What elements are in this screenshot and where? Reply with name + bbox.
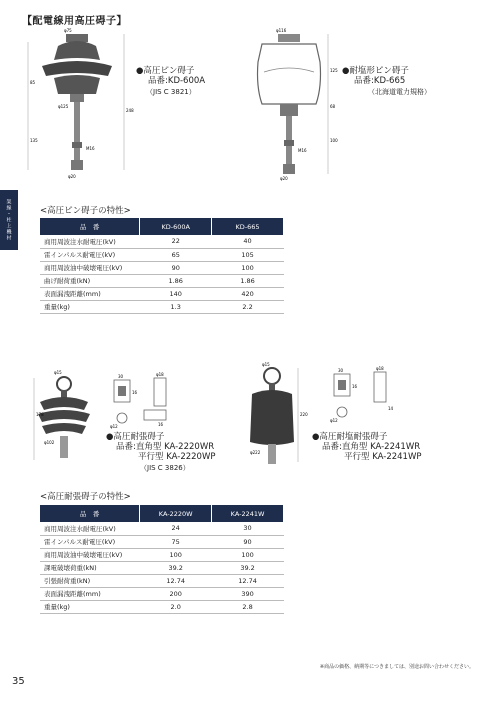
- table-row: [40, 522, 284, 535]
- column-header: KA-2241W: [212, 505, 284, 522]
- dim-label: φ12: [330, 418, 338, 423]
- dim-label: 220: [300, 412, 308, 417]
- dim-label: 30: [338, 368, 344, 373]
- dim-label: 68: [330, 104, 336, 109]
- row-label: 引張耐荷重(kN): [40, 574, 140, 587]
- dim-label: 248: [126, 108, 134, 113]
- table-cell: 24: [140, 522, 212, 535]
- dim-label: φ15: [262, 362, 270, 367]
- dim-label: φ125: [58, 104, 69, 109]
- product-name: ●耐塩形ピン碍子: [342, 66, 409, 76]
- product-name: ●高圧耐塩耐張碍子: [312, 432, 388, 442]
- table-cell: 39.2: [212, 561, 284, 574]
- product-note: （JIS C 3826）: [140, 464, 190, 472]
- dim-label: φ75: [64, 28, 72, 33]
- column-header: KD-600A: [140, 218, 212, 235]
- dim-label: φ20: [280, 176, 288, 181]
- row-label: 重量(kg): [40, 600, 140, 613]
- table-row: [40, 274, 284, 287]
- product-model: 品番:直角型 KA-2241WR: [322, 442, 421, 452]
- table-cell: 2.0: [140, 600, 212, 613]
- table-cell: 90: [212, 535, 284, 548]
- table-cell: 100: [140, 548, 212, 561]
- dim-label: 30: [118, 374, 124, 379]
- dim-label: 16: [352, 384, 358, 389]
- dim-label: 135: [30, 138, 38, 143]
- table-cell: 65: [140, 248, 212, 261]
- row-label: 商用周波油中破壊電圧(kV): [40, 261, 140, 274]
- row-label: 重量(kg): [40, 300, 140, 313]
- table-row: [40, 574, 284, 587]
- product-note: （北海道電力規格）: [368, 88, 431, 96]
- dim-label: φ18: [376, 366, 384, 371]
- dim-label: φ18: [156, 372, 164, 377]
- product-model: 品番:KD-665: [354, 76, 406, 86]
- product-model: 品番:直角型 KA-2220WR: [116, 442, 215, 452]
- pin-insulator-spec-table: [40, 218, 284, 314]
- product-note: （JIS C 3821）: [146, 88, 196, 96]
- table-cell: 1.86: [212, 274, 284, 287]
- tension-insulator-spec-table: [40, 505, 284, 614]
- dim-label: M16: [298, 148, 307, 153]
- row-label: 表面漏洩距離(mm): [40, 587, 140, 600]
- table-cell: 105: [212, 248, 284, 261]
- product-name: ●高圧耐張碍子: [106, 432, 165, 442]
- table-row: [40, 587, 284, 600]
- dim-label: φ12: [110, 424, 118, 429]
- footnote: ※商品の価格、納期等につきましては、別途お問い合わせください。: [319, 664, 474, 670]
- row-label: 表面漏洩距離(mm): [40, 287, 140, 300]
- table-row: [40, 248, 284, 261]
- table-cell: 1.3: [140, 300, 212, 313]
- product-model: 品番:KD-600A: [148, 76, 206, 86]
- row-label: 課電破壊荷重(kN): [40, 561, 140, 574]
- side-tab: 架線・柱上機材: [0, 190, 18, 250]
- table-cell: 420: [212, 287, 284, 300]
- column-header: KD-665: [212, 218, 284, 235]
- dim-label: φ222: [250, 450, 261, 455]
- dim-label: φ15: [54, 370, 62, 375]
- product-name: ●高圧ピン碍子: [136, 66, 195, 76]
- row-label: 曲げ耐荷重(kN): [40, 274, 140, 287]
- column-header: 品 番: [40, 505, 140, 522]
- table-row: [40, 561, 284, 574]
- dim-label: M16: [86, 146, 95, 151]
- product-model-2: 平行型 KA-2220WP: [138, 452, 216, 462]
- dim-label: 178: [36, 412, 44, 417]
- table-cell: 75: [140, 535, 212, 548]
- table-row: [40, 600, 284, 613]
- table-cell: 12.74: [212, 574, 284, 587]
- table-cell: 39.2: [140, 561, 212, 574]
- table-row: [40, 235, 284, 248]
- table2-heading: <高圧耐張碍子の特性>: [40, 492, 131, 502]
- product-model-2: 平行型 KA-2241WP: [344, 452, 422, 462]
- row-label: 雷インパルス耐電圧(kV): [40, 248, 140, 261]
- dim-label: 16: [132, 390, 138, 395]
- table-cell: 390: [212, 587, 284, 600]
- dim-label: φ20: [68, 174, 76, 179]
- row-label: 雷インパルス耐電圧(kV): [40, 535, 140, 548]
- dim-label: 100: [330, 138, 338, 143]
- table-cell: 2.8: [212, 600, 284, 613]
- table-cell: 200: [140, 587, 212, 600]
- table-cell: 100: [212, 261, 284, 274]
- table-cell: 90: [140, 261, 212, 274]
- page-number: 35: [12, 676, 25, 687]
- dim-label: φ102: [44, 440, 55, 445]
- dim-label: 14: [388, 406, 394, 411]
- table-row: [40, 548, 284, 561]
- page-title: 【配電線用高圧碍子】: [22, 16, 127, 27]
- dim-label: 16: [158, 422, 164, 427]
- table-row: [40, 287, 284, 300]
- row-label: 商用周波注水耐電圧(kV): [40, 522, 140, 535]
- table-cell: 2.2: [212, 300, 284, 313]
- row-label: 商用周波注水耐電圧(kV): [40, 235, 140, 248]
- row-label: 商用周波油中破壊電圧(kV): [40, 548, 140, 561]
- table1-heading: <高圧ピン碍子の特性>: [40, 206, 131, 216]
- dim-label: 85: [30, 80, 36, 85]
- table-row: [40, 261, 284, 274]
- table-cell: 30: [212, 522, 284, 535]
- column-header: 品 番: [40, 218, 140, 235]
- column-header: KA-2220W: [140, 505, 212, 522]
- table-row: [40, 535, 284, 548]
- table-cell: 140: [140, 287, 212, 300]
- table-cell: 22: [140, 235, 212, 248]
- table-row: [40, 300, 284, 313]
- table-cell: 1.86: [140, 274, 212, 287]
- dim-label: 125: [330, 68, 338, 73]
- table-cell: 100: [212, 548, 284, 561]
- table-cell: 12.74: [140, 574, 212, 587]
- salt-pin-insulator-drawing: [250, 28, 340, 182]
- dim-label: φ116: [276, 28, 287, 33]
- table-cell: 40: [212, 235, 284, 248]
- pin-insulator-drawing: [28, 28, 148, 182]
